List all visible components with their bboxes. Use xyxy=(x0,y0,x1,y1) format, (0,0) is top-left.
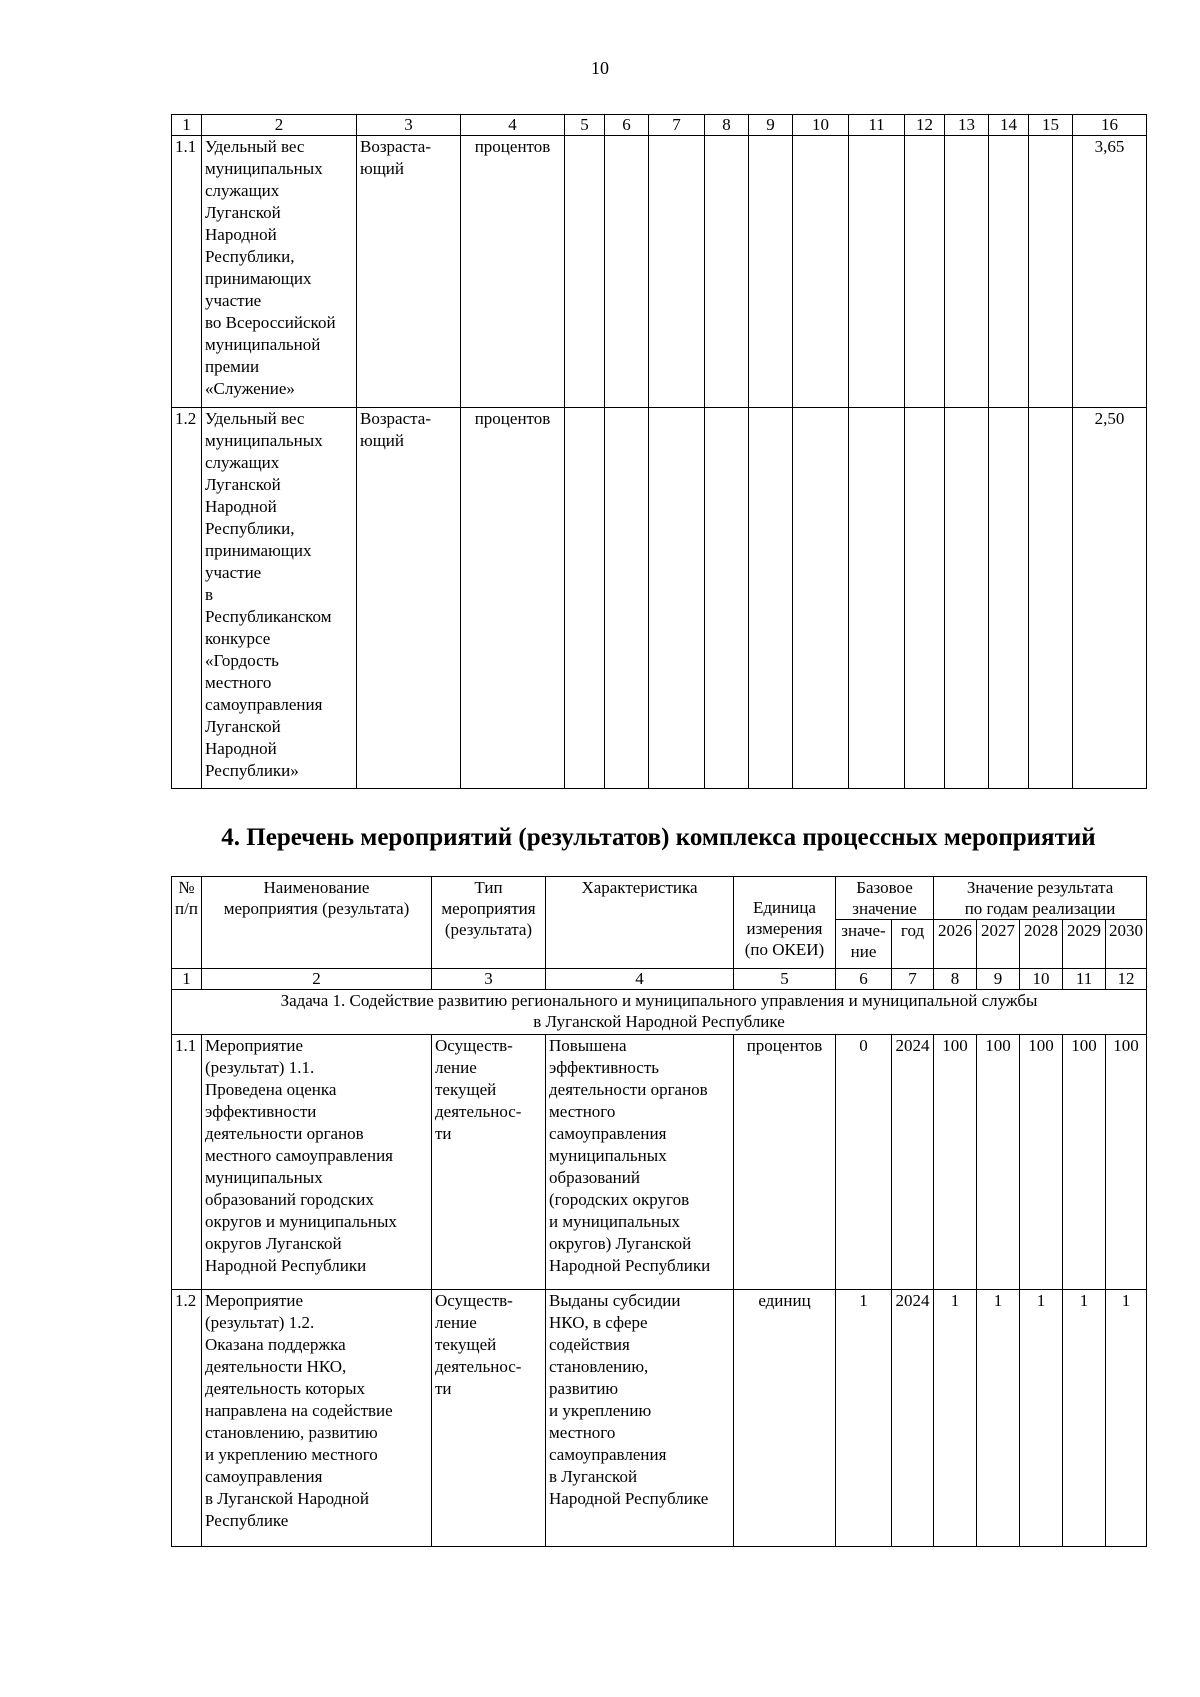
column-number: 1 xyxy=(172,115,202,136)
empty-cell xyxy=(649,408,705,789)
column-number: 8 xyxy=(934,969,977,990)
empty-cell xyxy=(989,136,1029,408)
table-row xyxy=(172,1290,1147,1547)
indicator-unit: процентов xyxy=(461,408,565,789)
header-characteristic: Характеристика xyxy=(546,877,734,969)
table-row xyxy=(172,136,1147,408)
header-year: 2026 xyxy=(934,920,977,969)
year-value: 100 xyxy=(1063,1035,1106,1290)
empty-cell xyxy=(1029,408,1073,789)
measure-characteristic: Выданы субсидии НКО, в сфере содействия становлению, развитию и укреплению местного самоуправления в Луганской Народной Республике xyxy=(546,1290,734,1547)
task-row xyxy=(172,990,1147,1035)
empty-cell xyxy=(793,408,849,789)
column-number: 2 xyxy=(202,969,432,990)
row-number: 1.2 xyxy=(172,408,202,789)
column-number: 7 xyxy=(892,969,934,990)
measure-type: Осуществ- ление текущей деятельнос- ти xyxy=(432,1290,546,1547)
column-number: 3 xyxy=(432,969,546,990)
empty-cell xyxy=(705,136,749,408)
table-header-row xyxy=(172,877,1147,920)
year-value: 100 xyxy=(977,1035,1020,1290)
indicator-type: Возраста- ющий xyxy=(357,136,461,408)
header-year: 2030 xyxy=(1106,920,1147,969)
measure-name: Мероприятие (результат) 1.1. Проведена оценка эффективности деятельности органов местного самоуправления муниципальных образований городских округов и муниципальных округов Луганской Народной Республики xyxy=(202,1035,432,1290)
row-number: 1.1 xyxy=(172,136,202,408)
measure-unit: процентов xyxy=(734,1035,836,1290)
empty-cell xyxy=(565,408,605,789)
column-number: 11 xyxy=(849,115,905,136)
indicators-table xyxy=(171,114,1147,789)
indicator-name: Удельный вес муниципальных служащих Луганской Народной Республики, принимающих участие во Всероссийской муниципальной премии «Служение» xyxy=(202,136,357,408)
column-number: 10 xyxy=(1020,969,1063,990)
column-number: 7 xyxy=(649,115,705,136)
column-number: 5 xyxy=(565,115,605,136)
base-value: 0 xyxy=(836,1035,892,1290)
column-number: 11 xyxy=(1063,969,1106,990)
year-value: 1 xyxy=(1063,1290,1106,1547)
column-number: 4 xyxy=(461,115,565,136)
column-number: 6 xyxy=(836,969,892,990)
header-year: 2028 xyxy=(1020,920,1063,969)
base-year: 2024 xyxy=(892,1290,934,1547)
empty-cell xyxy=(649,136,705,408)
measure-characteristic: Повышена эффективность деятельности органов местного самоуправления муниципальных образований (городских округов и муниципальных округов) Луганской Народной Республики xyxy=(546,1035,734,1290)
header-values: Значение результата по годам реализации xyxy=(934,877,1147,920)
column-number: 10 xyxy=(793,115,849,136)
column-number: 2 xyxy=(202,115,357,136)
indicator-name: Удельный вес муниципальных служащих Луганской Народной Республики, принимающих участие в Республиканском конкурсе «Гордость местного самоуправления Луганской Народной Республики» xyxy=(202,408,357,789)
empty-cell xyxy=(905,408,945,789)
column-number: 9 xyxy=(977,969,1020,990)
empty-cell xyxy=(705,408,749,789)
empty-cell xyxy=(749,136,793,408)
year-value: 1 xyxy=(1106,1290,1147,1547)
header-type: Тип мероприятия (результата) xyxy=(432,877,546,969)
measures-table xyxy=(171,876,1147,1547)
measure-unit: единиц xyxy=(734,1290,836,1547)
column-number: 12 xyxy=(1106,969,1147,990)
header-base-year: год xyxy=(892,920,934,969)
header-unit: Единица измерения (по ОКЕИ) xyxy=(734,877,836,969)
header-year: 2029 xyxy=(1063,920,1106,969)
empty-cell xyxy=(945,408,989,789)
header-base-value: значе- ние xyxy=(836,920,892,969)
table-row xyxy=(172,408,1147,789)
year-value: 100 xyxy=(1020,1035,1063,1290)
header-num: № п/п xyxy=(172,877,202,969)
column-number: 9 xyxy=(749,115,793,136)
empty-cell xyxy=(793,136,849,408)
column-number: 5 xyxy=(734,969,836,990)
empty-cell xyxy=(605,136,649,408)
empty-cell xyxy=(565,136,605,408)
column-numbers-row xyxy=(172,969,1147,990)
indicator-unit: процентов xyxy=(461,136,565,408)
indicator-value: 3,65 xyxy=(1073,136,1147,408)
base-value: 1 xyxy=(836,1290,892,1547)
table-header-row xyxy=(172,115,1147,136)
empty-cell xyxy=(945,136,989,408)
section-title: 4. Перечень мероприятий (результатов) комплекса процессных мероприятий xyxy=(221,824,1096,851)
column-number: 8 xyxy=(705,115,749,136)
column-number: 13 xyxy=(945,115,989,136)
row-number: 1.1 xyxy=(172,1035,202,1290)
row-number: 1.2 xyxy=(172,1290,202,1547)
header-name: Наименование мероприятия (результата) xyxy=(202,877,432,969)
year-value: 1 xyxy=(977,1290,1020,1547)
base-year: 2024 xyxy=(892,1035,934,1290)
empty-cell xyxy=(849,136,905,408)
measure-type: Осуществ- ление текущей деятельнос- ти xyxy=(432,1035,546,1290)
year-value: 1 xyxy=(1020,1290,1063,1547)
empty-cell xyxy=(905,136,945,408)
column-number: 12 xyxy=(905,115,945,136)
empty-cell xyxy=(749,408,793,789)
task-title: Задача 1. Содействие развитию регионального и муниципального управления и муниципальной службы в Луганской Народной Республике xyxy=(172,990,1147,1035)
empty-cell xyxy=(849,408,905,789)
empty-cell xyxy=(1029,136,1073,408)
year-value: 1 xyxy=(934,1290,977,1547)
header-year: 2027 xyxy=(977,920,1020,969)
year-value: 100 xyxy=(934,1035,977,1290)
year-value: 100 xyxy=(1106,1035,1147,1290)
column-number: 14 xyxy=(989,115,1029,136)
indicator-type: Возраста- ющий xyxy=(357,408,461,789)
page-number: 10 xyxy=(591,58,609,78)
empty-cell xyxy=(989,408,1029,789)
header-base: Базовое значение xyxy=(836,877,934,920)
measure-name: Мероприятие (результат) 1.2. Оказана поддержка деятельности НКО, деятельность которых направлена на содействие становлению, развитию и укреплению местного самоуправления в Луганской Народной Республике xyxy=(202,1290,432,1547)
column-number: 3 xyxy=(357,115,461,136)
column-number: 4 xyxy=(546,969,734,990)
column-number: 6 xyxy=(605,115,649,136)
indicator-value: 2,50 xyxy=(1073,408,1147,789)
table-row xyxy=(172,1035,1147,1290)
column-number: 16 xyxy=(1073,115,1147,136)
empty-cell xyxy=(605,408,649,789)
column-number: 1 xyxy=(172,969,202,990)
column-number: 15 xyxy=(1029,115,1073,136)
